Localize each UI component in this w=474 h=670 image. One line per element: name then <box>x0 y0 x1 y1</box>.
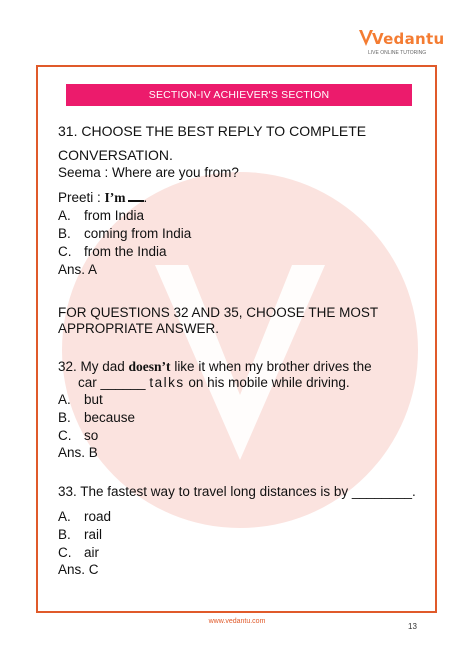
q31-option-c <box>58 244 167 259</box>
option-text: so <box>84 428 99 443</box>
q31-dialog-preeti <box>58 190 147 206</box>
page-number: 13 <box>408 622 417 631</box>
option-text: air <box>84 545 100 560</box>
q32-answer: Ans. B <box>58 445 98 460</box>
q33-option-a <box>58 509 111 524</box>
instructions-line1: FOR QUESTIONS 32 AND 35, CHOOSE THE MOST <box>58 305 379 320</box>
q33-option-b <box>58 527 102 542</box>
q32-part1: 32. My dad <box>58 359 129 374</box>
q32-part2-bold: doesn’t <box>128 359 171 374</box>
option-text: from India <box>84 208 145 223</box>
option-text: road <box>84 509 112 524</box>
footer-url[interactable]: www.vedantu.com <box>208 618 266 625</box>
logo-tagline: LIVE ONLINE TUTORING <box>368 50 427 56</box>
q32-stem-line1 <box>58 359 372 375</box>
instructions-line2: APPROPRIATE ANSWER. <box>58 321 220 336</box>
q31-dialog-prefix: Preeti : <box>58 190 105 205</box>
option-text: because <box>84 410 136 425</box>
vedantu-logo <box>354 26 444 66</box>
option-letter: A. <box>58 509 71 524</box>
q31-option-a <box>58 208 144 223</box>
q32-line2c: on his mobile while driving. <box>184 375 350 390</box>
q31-stem <box>58 119 366 167</box>
q31-dialog-bold: I’m <box>104 190 126 205</box>
q31-dialog-suffix: . <box>143 190 148 205</box>
q33-stem: 33. The fastest way to travel long distances is by ________. <box>58 484 416 499</box>
q31-stem-line1: 31. CHOOSE THE BEST REPLY TO COMPLETE <box>58 123 367 139</box>
option-letter: B. <box>58 226 71 241</box>
q31-answer: Ans. A <box>58 262 98 277</box>
q32-line2b: talks <box>149 375 185 390</box>
q32-option-b <box>58 410 135 425</box>
q32-stem-line2 <box>78 375 350 390</box>
q31-option-b <box>58 226 191 241</box>
q32-option-c <box>58 428 98 443</box>
option-letter: A. <box>58 208 71 223</box>
logo-name: Vedantu <box>372 30 445 48</box>
option-letter: C. <box>58 428 72 443</box>
q33-option-c <box>58 545 99 560</box>
option-text: from the India <box>84 244 167 259</box>
option-letter: B. <box>58 527 71 542</box>
q33-answer: Ans. C <box>58 562 99 577</box>
option-text: rail <box>84 527 103 542</box>
option-letter: C. <box>58 545 72 560</box>
q32-option-a <box>58 392 103 407</box>
q31-dialog-seema: Seema : Where are you from? <box>58 165 239 180</box>
answer-blank <box>128 190 144 202</box>
q32-line2a: car ______ <box>78 375 150 390</box>
option-text: coming from India <box>84 226 192 241</box>
section-banner: SECTION-IV ACHIEVER'S SECTION <box>66 84 412 106</box>
option-letter: A. <box>58 392 71 407</box>
q31-stem-line2: CONVERSATION. <box>58 147 173 163</box>
option-letter: C. <box>58 244 72 259</box>
option-text: but <box>84 392 103 407</box>
q32-part3: like it when my brother drives the <box>170 359 372 374</box>
option-letter: B. <box>58 410 71 425</box>
